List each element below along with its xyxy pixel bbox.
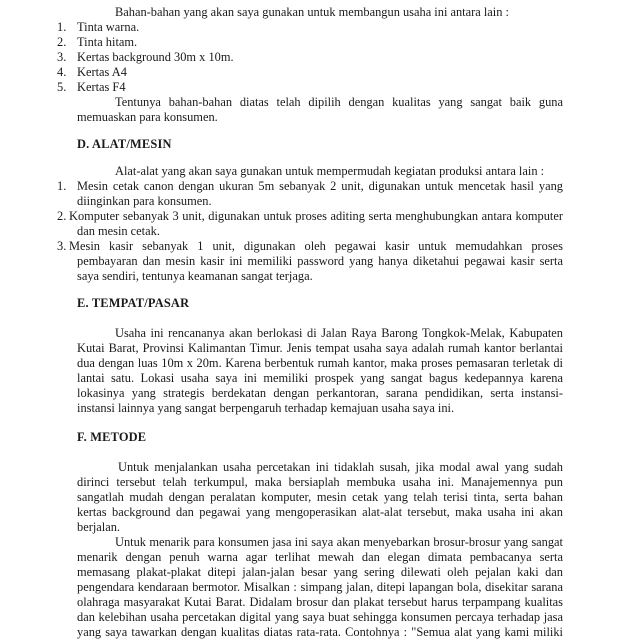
list-item: Kertas background 30m x 10m. bbox=[77, 50, 234, 64]
list-item: Tinta hitam. bbox=[77, 35, 138, 49]
list-item: Tinta warna. bbox=[77, 20, 140, 34]
section-heading: F. METODE bbox=[77, 430, 147, 444]
list-item-line: saya sendiri, tentunya keamanan sangat terjaga. bbox=[77, 269, 313, 283]
paragraph-line: Usaha ini rencananya akan berlokasi di Jalan Raya Barong Tongkok-Melak, Kabupaten bbox=[115, 326, 563, 340]
list-item: Kertas A4 bbox=[77, 65, 127, 79]
list-item-line: Mesin cetak canon dengan ukuran 5m sebanyak 2 unit, digunakan untuk mencetak hasil yang bbox=[77, 179, 563, 193]
paragraph-line: lantai satu. Lokasi usaha saya ini memiliki prospek yang sangat bagus kedepannya karena bbox=[77, 371, 563, 385]
section-intro: Alat-alat yang akan saya gunakan untuk mempermudah kegiatan produksi antara lain : bbox=[115, 164, 545, 178]
paragraph-line: sangatlah mudah dengan peralatan komputer, mesin cetak yang telah terisi tinta, serta bahan bbox=[77, 490, 563, 504]
list-number: 3. bbox=[57, 50, 67, 64]
list-item-line: dan mesin cetak. bbox=[77, 224, 160, 238]
list-number: 3. bbox=[57, 239, 67, 253]
paragraph-line: kertas background dan pegawai yang mengoperasikan alat-alat tersebut, maka usaha ini akan bbox=[77, 505, 563, 519]
paragraph-line: olahraga masyarakat Kutai Barat. Didalam brosur dan plakat tersebut harus terpampang kualitas bbox=[77, 595, 563, 609]
paragraph-line: lokasinya yang strategis berdekatan dengan perkantoran, sarana pendidikan, serta instansi- bbox=[77, 386, 563, 400]
section-heading: D. ALAT/MESIN bbox=[77, 137, 172, 151]
list-item-line: pembayaran dan mesin kasir ini memiliki password yang hanya diketahui pegawai kasir serta bbox=[77, 254, 563, 268]
paragraph-line: instansi lainnya yang sangat berpengaruh terhadap kemajuan usaha saya ini. bbox=[77, 401, 455, 415]
paragraph-line: Untuk menjalankan usaha percetakan ini tidaklah susah, jika modal awal yang sudah bbox=[118, 460, 563, 474]
paragraph-line: Kutai Barat, Provinsi Kalimantan Timur. Jenis tempat usaha saya adalah rumah kantor berlantai bbox=[77, 341, 563, 355]
paragraph-line: berjalan. bbox=[77, 520, 120, 534]
list-number: 5. bbox=[57, 80, 67, 94]
list-number: 1. bbox=[57, 20, 67, 34]
paragraph-line: Tentunya bahan-bahan diatas telah dipilih dengan kualitas yang sangat baik guna bbox=[115, 95, 563, 109]
paragraph-line: dan kelebihan usaha percetakan digital yang saya buat sehingga konsumen percaya terhadap jasa bbox=[77, 610, 563, 624]
paragraph-line: pengendara kendaraan bermotor. Misalkan : simpang jalan, ditepi lapangan bola, disekitar sarana bbox=[77, 580, 563, 594]
list-item: Kertas F4 bbox=[77, 80, 126, 94]
list-item-line: diinginkan para konsumen. bbox=[77, 194, 212, 208]
list-number: 1. bbox=[57, 179, 67, 193]
list-number: 4. bbox=[57, 65, 67, 79]
list-item-line: Komputer sebanyak 3 unit, digunakan untuk proses aditing serta menghubungkan antara komputer bbox=[69, 209, 563, 223]
paragraph-line: Untuk menarik para konsumen jasa ini saya akan menyebarkan brosur-brosur yang sangat bbox=[115, 535, 563, 549]
list-number: 2. bbox=[57, 209, 67, 223]
paragraph-line: menarik dengan penuh warna agar terlihat mewah dan elegan dimata pembacanya serta bbox=[77, 550, 563, 564]
materials-intro: Bahan-bahan yang akan saya gunakan untuk membangun usaha ini antara lain : bbox=[115, 5, 509, 19]
paragraph-line: dua dengan luas 10m x 20m. Karena berbentuk rumah kantor, maka proses pemasaran terletak di bbox=[77, 356, 563, 370]
section-heading: E. TEMPAT/PASAR bbox=[77, 296, 190, 310]
list-number: 2. bbox=[57, 35, 67, 49]
paragraph-line: yang saya tawarkan dengan kualitas diatas rata-rata. Contohnya : "Semua alat yang kami miliki bbox=[77, 625, 563, 639]
paragraph-line: memasang plakat-plakat ditepi jalan-jalan besar yang sering dilewati oleh pejalan kaki dan bbox=[77, 565, 563, 579]
paragraph-line: dirinci tersebut telah terkumpul, maka bersiaplah membuka usaha ini. Manajemennya pun bbox=[77, 475, 563, 489]
list-item-line: Mesin kasir sebanyak 1 unit, digunakan oleh pegawai kasir untuk memudahkan proses bbox=[69, 239, 563, 253]
paragraph-line: memuaskan para konsumen. bbox=[77, 110, 218, 124]
